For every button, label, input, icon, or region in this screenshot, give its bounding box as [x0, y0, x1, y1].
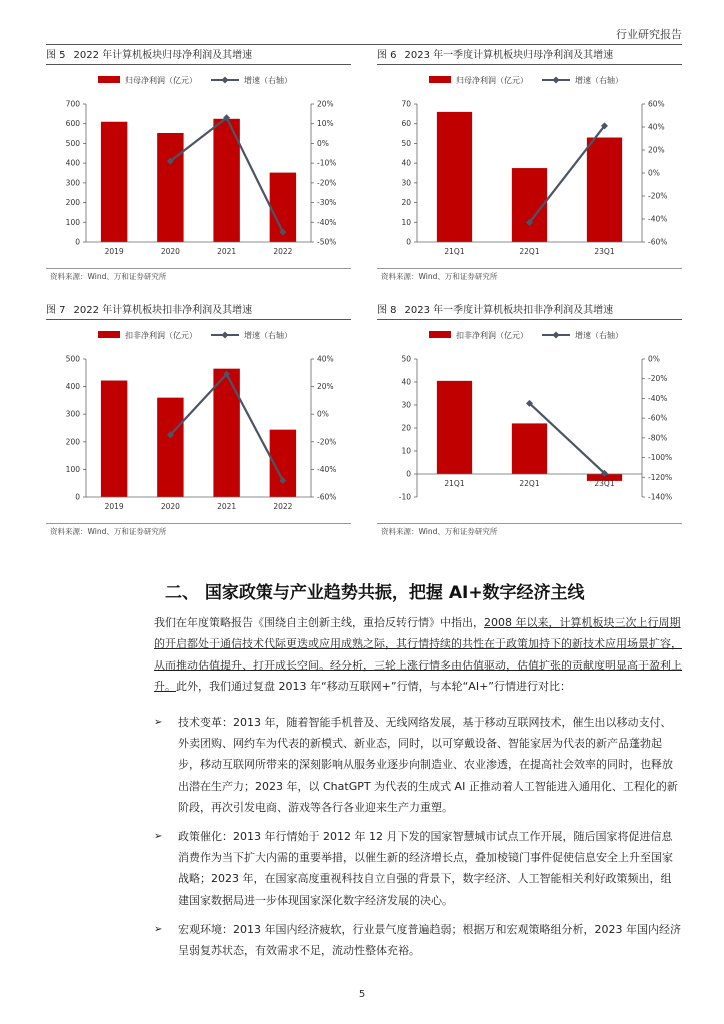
y2-tick-label: 0% [648, 354, 660, 364]
y2-tick-label: -80% [648, 433, 668, 443]
x-tick-label: 21Q1 [444, 247, 465, 256]
divider [46, 268, 351, 269]
x-tick-label: 2022 [273, 502, 293, 511]
y2-tick-label: -50% [317, 237, 337, 247]
intro-underlined-text: 2008 年以来，计算机板块三次上行周期的开启都处于通信技术代际更迭或应用成熟之际，其行情持续的共性在于政策加持下的新技术应用场景扩容，从而推动估值提升、打开成长空间。经分析，三轮上涨行情多由估值驱动，估值扩张的贡献度明显高于盈利上升。 [154, 616, 682, 693]
divider [46, 523, 351, 524]
y-tick-label: 0 [75, 237, 80, 247]
list-item [154, 826, 682, 911]
bar [587, 138, 622, 242]
x-tick-label: 2020 [160, 247, 180, 256]
figure-number: 图 5 [46, 50, 66, 61]
y-tick-label: 700 [65, 99, 80, 109]
bar [437, 381, 472, 474]
chart-fig8 [377, 321, 682, 521]
y2-tick-label: -20% [317, 437, 337, 447]
y-tick-label: 0 [75, 492, 80, 502]
y2-tick-label: -20% [648, 191, 668, 201]
y-tick-label: 0 [406, 469, 411, 479]
y-tick-label: 200 [65, 198, 80, 208]
y-tick-label: 40 [401, 158, 411, 168]
x-tick-label: 22Q1 [519, 479, 540, 488]
y2-tick-label: 40% [648, 122, 665, 132]
chart-svg [377, 66, 682, 266]
y-tick-label: 60 [401, 119, 411, 129]
y-tick-label: 50 [401, 138, 411, 148]
y2-tick-label: -20% [648, 374, 668, 384]
chart-fig7 [46, 321, 351, 521]
figure-caption: 2023 年一季度计算机板块扣非净利润及其增速 [404, 305, 614, 316]
y2-tick-label: -100% [648, 453, 673, 463]
y-tick-label: 10 [401, 446, 411, 456]
arrow-bullet-icon: ➢ [154, 831, 163, 843]
legend-bar-swatch [98, 331, 120, 338]
figure-number: 图 6 [377, 50, 397, 61]
bar [157, 133, 183, 242]
y2-tick-label: -10% [317, 158, 337, 168]
y-tick-label: 500 [65, 138, 80, 148]
x-tick-label: 2021 [217, 502, 237, 511]
legend-label: 增速（右轴） [244, 76, 292, 85]
x-tick-label: 2019 [104, 247, 124, 256]
intro-paragraph [154, 612, 682, 697]
source-note: 资料来源：Wind、万和证券研究所 [381, 527, 498, 536]
y-tick-label: 30 [401, 400, 411, 410]
x-tick-label: 2020 [160, 502, 180, 511]
page-header [46, 0, 682, 45]
y-tick-label: 20 [401, 423, 411, 433]
legend-label: 扣非净利润（亿元） [456, 331, 528, 340]
y2-tick-label: -40% [317, 464, 337, 474]
y-tick-label: 0 [406, 237, 411, 247]
divider [377, 268, 682, 269]
y-tick-label: 600 [65, 119, 80, 129]
y2-tick-label: 10% [317, 119, 334, 129]
figure-caption: 2023 年一季度计算机板块归母净利润及其增速 [404, 50, 614, 61]
chart-svg [377, 321, 682, 521]
y-tick-label: 500 [65, 354, 80, 364]
bullet-text: 政策催化：2013 年行情始于 2012 年 12 月下发的国家智慧城市试点工作开展，随后国家将促进信息消费作为当下扩大内需的重要举措，以催生新的经济增长点，叠加棱镜门事件促使信息安全上升至国家战略；2023 年，在国家高度重视科技自立自强的背景下，数字经济、人工智能相关利好政策频出，组建国家数据局进一步体现国家深化数字经济发展的决心。 [178, 830, 673, 907]
figure-number: 图 8 [377, 305, 397, 316]
y2-tick-label: -40% [317, 217, 337, 227]
bar [157, 398, 183, 497]
y2-tick-label: 20% [648, 145, 665, 155]
legend-line-marker [222, 332, 229, 339]
y2-tick-label: 60% [648, 99, 665, 109]
source-note: 资料来源：Wind、万和证券研究所 [50, 527, 167, 536]
section-title: 二、 国家政策与产业趋势共振，把握 AI+数字经济主线 [165, 583, 585, 603]
arrow-bullet-icon: ➢ [154, 923, 163, 935]
figure-caption: 2022 年计算机板块归母净利润及其增速 [73, 50, 253, 61]
y2-tick-label: -40% [648, 393, 668, 403]
y2-tick-label: 20% [317, 382, 334, 392]
y2-tick-label: -60% [648, 413, 668, 423]
legend-label: 归母净利润（亿元） [125, 76, 197, 85]
x-tick-label: 22Q1 [519, 247, 540, 256]
figure-title [377, 47, 682, 65]
y-tick-label: 400 [65, 158, 80, 168]
figure-title [46, 302, 351, 320]
y-tick-label: 300 [65, 178, 80, 188]
chart-fig5 [46, 66, 351, 266]
x-tick-label: 2021 [217, 247, 237, 256]
source-note: 资料来源：Wind、万和证券研究所 [50, 272, 167, 281]
y-tick-label: 30 [401, 178, 411, 188]
y-tick-label: 400 [65, 382, 80, 392]
chart-fig6 [377, 66, 682, 266]
bar [101, 122, 127, 242]
intro-text: 我们在年度策略报告《围绕自主创新主线，重拾反转行情》中指出， [154, 616, 484, 629]
bullet-text: 宏观环境：2013 年国内经济疲软，行业景气度普遍趋弱；根据万和宏观策略组分析，2023 年国内经济呈弱复苏状态，有效需求不足，流动性整体充裕。 [178, 922, 681, 958]
y-tick-label: 40 [401, 377, 411, 387]
figure-title [46, 47, 351, 65]
bar [213, 369, 239, 497]
legend-line-marker [553, 77, 560, 84]
bar [101, 381, 127, 497]
divider [377, 523, 682, 524]
y-tick-label: 200 [65, 437, 80, 447]
y2-tick-label: 0% [317, 138, 329, 148]
y2-tick-label: 0% [648, 168, 660, 178]
legend-label: 增速（右轴） [244, 331, 292, 340]
y2-tick-label: 40% [317, 354, 334, 364]
report-type: 行业研究报告 [616, 28, 682, 41]
legend-label: 增速（右轴） [575, 331, 623, 340]
source-note: 资料来源：Wind、万和证券研究所 [381, 272, 498, 281]
x-tick-label: 2022 [273, 247, 293, 256]
y-tick-label: 100 [65, 464, 80, 474]
y2-tick-label: -140% [648, 492, 673, 502]
figure-title [377, 302, 682, 320]
legend-bar-swatch [429, 331, 451, 338]
x-tick-label: 2019 [104, 502, 124, 511]
legend-label: 增速（右轴） [575, 76, 623, 85]
bullet-list [154, 712, 682, 969]
x-tick-label: 21Q1 [444, 479, 465, 488]
figure-caption: 2022 年计算机板块扣非净利润及其增速 [73, 305, 253, 316]
x-tick-label: 23Q1 [594, 479, 615, 488]
arrow-bullet-icon: ➢ [154, 717, 163, 728]
y-tick-label: 70 [401, 99, 411, 109]
y2-tick-label: -40% [648, 214, 668, 224]
y2-tick-label: -30% [317, 198, 337, 208]
page-number: 5 [358, 989, 366, 1000]
y-tick-label: -10 [398, 492, 411, 502]
y2-tick-label: -60% [648, 237, 668, 247]
legend-label: 归母净利润（亿元） [456, 76, 528, 85]
legend-bar-swatch [429, 76, 451, 83]
y-tick-label: 10 [401, 217, 411, 227]
chart-svg [46, 66, 351, 266]
y2-tick-label: -120% [648, 472, 673, 482]
y2-tick-label: -20% [317, 178, 337, 188]
bar [437, 112, 472, 242]
list-item [154, 712, 682, 818]
bullet-text: 技术变革：2013 年，随着智能手机普及、无线网络发展，基于移动互联网技术，催生出以移动支付、外卖团购、网约车为代表的新模式、新业态，同时，以可穿戴设备、智能家居为代表的新产品蓬勃起步，移动互联网所带来的深刻影响从服务业逐步向制造业、农业渗透，在提高社会效率的同时，也释放出潜在生产力；2023 年，以 ChatGPT 为代表的生成式 AI 正推动着人工智能进入通用化、工程化的新阶段，再次引发电商、游戏等各行各业迎来生产力重塑。 [178, 716, 678, 814]
legend-line-marker [222, 77, 229, 84]
chart-svg [46, 321, 351, 521]
y-tick-label: 20 [401, 198, 411, 208]
y2-tick-label: 20% [317, 99, 334, 109]
legend-label: 扣非净利润（亿元） [125, 331, 197, 340]
legend-line-marker [553, 332, 560, 339]
legend-bar-swatch [98, 76, 120, 83]
intro-text: 此外，我们通过复盘 2013 年“移动互联网+”行情，与本轮“AI+”行情进行对比： [176, 679, 571, 693]
y2-tick-label: -60% [317, 492, 337, 502]
y-tick-label: 50 [401, 354, 411, 364]
bar [512, 423, 547, 474]
y-tick-label: 100 [65, 217, 80, 227]
y2-tick-label: 0% [317, 409, 329, 419]
y-tick-label: 300 [65, 409, 80, 419]
x-tick-label: 23Q1 [594, 247, 615, 256]
figure-number: 图 7 [46, 305, 66, 316]
list-item [154, 919, 682, 961]
